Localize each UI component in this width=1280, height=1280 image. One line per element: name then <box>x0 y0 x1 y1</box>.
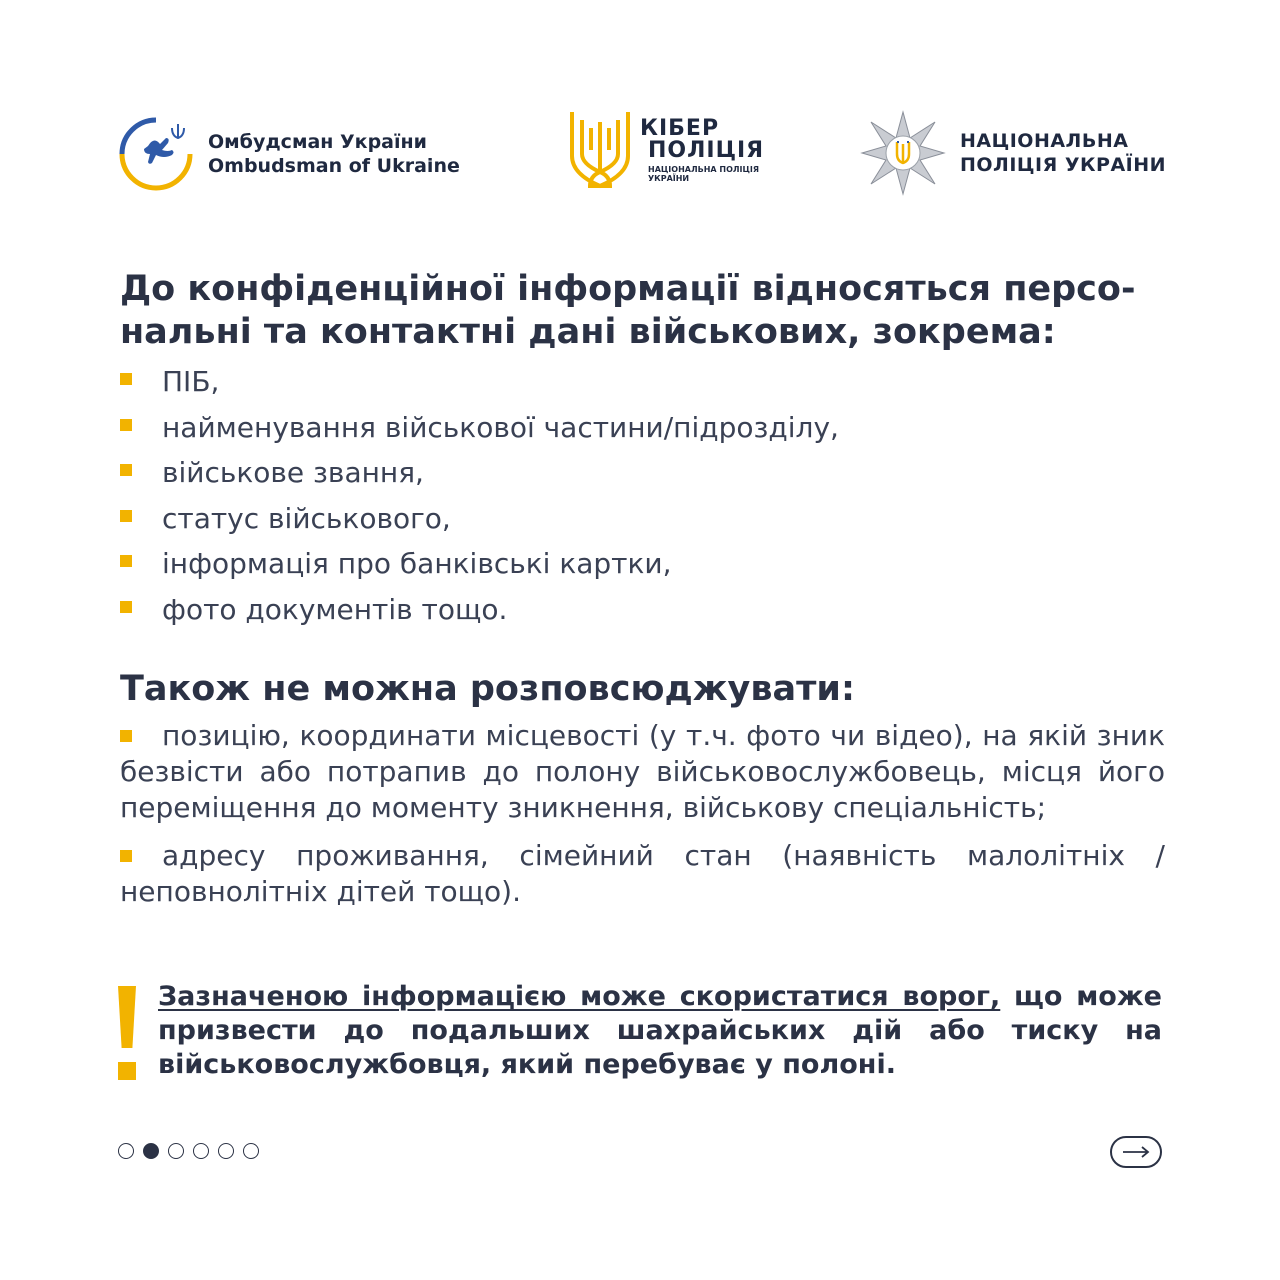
bullet-square-icon <box>120 464 132 476</box>
ombudsman-name-en: Ombudsman of Ukraine <box>208 155 460 177</box>
bullet-square-icon <box>120 373 132 385</box>
exclamation-icon <box>118 986 136 1080</box>
page-dot[interactable] <box>218 1143 234 1159</box>
page-dot[interactable] <box>168 1143 184 1159</box>
bullet-square-icon <box>120 850 132 862</box>
list-item-text: позицію, координати місцевості (у т.ч. фото чи відео), на якій зник безвісти або потрапив до полону військовослужбовець, місця його переміщення до моменту зникнення, військову спеціальність; <box>120 719 1165 824</box>
bullet-square-icon <box>120 601 132 613</box>
cyberpolice-subtitle-line1: НАЦІОНАЛЬНА ПОЛІЦІЯ <box>648 164 760 174</box>
arrow-right-icon <box>1122 1146 1150 1158</box>
pagination-dots <box>118 1143 259 1159</box>
list-item <box>120 359 1165 405</box>
bullet-square-icon <box>120 555 132 567</box>
warning-block <box>118 980 1168 1090</box>
list-item-text: фото документів тощо. <box>162 592 508 626</box>
list-item <box>120 450 1165 496</box>
cyberpolice-title-line2: ПОЛІЦІЯ <box>648 137 765 163</box>
ombudsman-logo <box>118 116 460 192</box>
header-logos <box>118 108 1168 208</box>
bullet-square-icon <box>120 419 132 431</box>
list-item <box>120 718 1165 826</box>
national-police-logo <box>860 110 1166 196</box>
prohibited-list <box>120 718 1165 922</box>
cyberpolice-trident-icon <box>568 108 632 192</box>
list-item <box>120 405 1165 451</box>
cyberpolice-logo <box>568 108 764 192</box>
list-item <box>120 496 1165 542</box>
list-item-text: статус військового, <box>162 501 451 535</box>
page-dot[interactable] <box>193 1143 209 1159</box>
next-button[interactable] <box>1110 1136 1162 1168</box>
national-police-star-icon <box>860 110 946 196</box>
warning-rest-text: що може призвести до подальших шахрайських дій або тиску на військовослужбовця, який перебуває у полоні. <box>158 981 1162 1080</box>
warning-text <box>158 980 1162 1082</box>
list-item <box>120 587 1165 633</box>
page-dot-active[interactable] <box>143 1143 159 1159</box>
list-item-text: адресу проживання, сімейний стан (наявність малолітніх / неповнолітніх дітей тощо). <box>120 839 1165 908</box>
list-item <box>120 838 1165 910</box>
cyberpolice-title-line1: КІБЕР <box>640 115 720 141</box>
bullet-square-icon <box>120 730 132 742</box>
ombudsman-name-ua: Омбудсман України <box>208 131 427 153</box>
cyberpolice-subtitle-line2: УКРАЇНИ <box>648 173 690 183</box>
page-dot[interactable] <box>118 1143 134 1159</box>
prohibited-heading: Також не можна розповсюджувати: <box>120 669 855 709</box>
bullet-square-icon <box>120 510 132 522</box>
warning-underlined-text: Зазначеною інформацією може скористатися ворог, <box>158 981 1001 1012</box>
list-item-text: військове звання, <box>162 456 424 489</box>
list-item-text: ПІБ, <box>162 365 220 398</box>
page-dot[interactable] <box>243 1143 259 1159</box>
national-police-name-line2: ПОЛІЦІЯ УКРАЇНИ <box>960 154 1167 176</box>
list-item-text: інформація про банківські картки, <box>162 547 672 580</box>
confidential-info-list <box>120 359 1165 632</box>
confidential-info-heading: До конфіденційної інформації відносяться персо-нальні та контактні дані військових, зокрема: <box>120 269 1136 352</box>
list-item <box>120 541 1165 587</box>
national-police-name-line1: НАЦІОНАЛЬНА <box>960 130 1129 152</box>
list-item-text: найменування військової частини/підрозділу, <box>162 410 839 444</box>
ombudsman-emblem-icon <box>118 116 194 192</box>
